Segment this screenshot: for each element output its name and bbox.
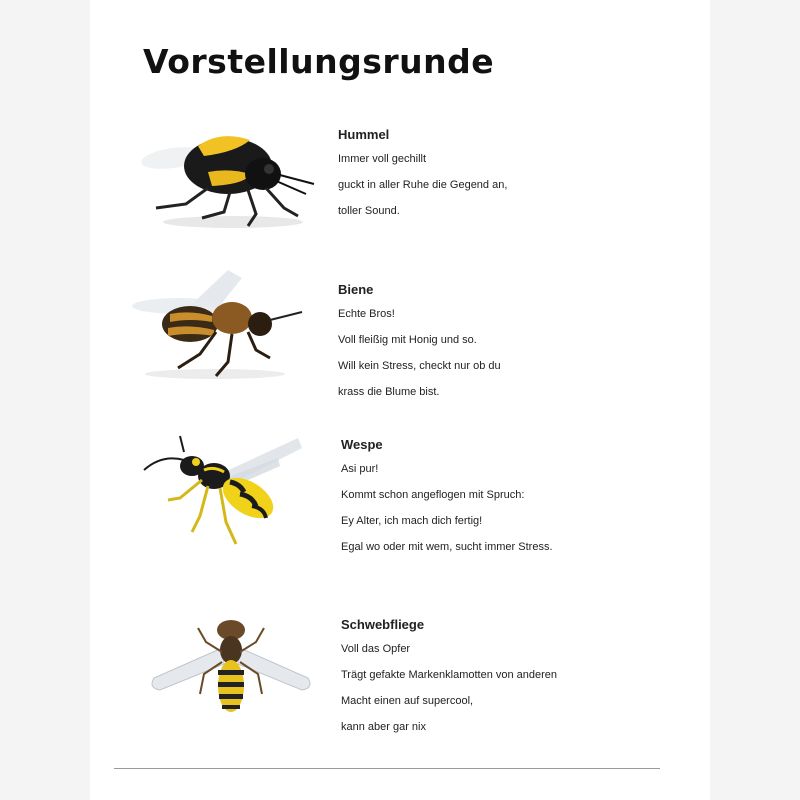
entry-hummel bbox=[338, 127, 507, 231]
entry-biene bbox=[338, 282, 501, 412]
entry-line: Ey Alter, ich mach dich fertig! bbox=[341, 515, 483, 527]
entry-line: toller Sound. bbox=[338, 205, 400, 217]
entry-line: Echte Bros! bbox=[338, 308, 395, 320]
entry-line: kann aber gar nix bbox=[341, 721, 426, 733]
honeybee-image bbox=[120, 258, 310, 383]
hoverfly-image bbox=[146, 612, 316, 722]
entry-title: Hummel bbox=[338, 127, 390, 142]
entry-title: Wespe bbox=[341, 437, 383, 452]
entry-wespe bbox=[341, 437, 553, 567]
entry-line: Kommt schon angeflogen mit Spruch: bbox=[341, 489, 525, 501]
entry-line: guckt in aller Ruhe die Gegend an, bbox=[338, 179, 508, 191]
entry-title: Schwebfliege bbox=[341, 617, 425, 632]
entry-line: Voll das Opfer bbox=[341, 643, 411, 655]
entry-schwebfliege bbox=[341, 617, 557, 747]
entry-line: Egal wo oder mit wem, sucht immer Stress. bbox=[341, 541, 553, 553]
entry-line: krass die Blume bist. bbox=[338, 386, 440, 398]
entry-line: Trägt gefakte Markenklamotten von anderen bbox=[341, 669, 558, 681]
entry-line: Immer voll gechillt bbox=[338, 153, 427, 165]
divider bbox=[114, 768, 660, 769]
entry-line: Macht einen auf supercool, bbox=[341, 695, 474, 707]
wasp-image bbox=[140, 432, 310, 552]
entry-title: Biene bbox=[338, 282, 374, 297]
entry-line: Will kein Stress, checkt nur ob du bbox=[338, 360, 501, 372]
page-title: Vorstellungsrunde bbox=[143, 42, 495, 81]
entry-line: Asi pur! bbox=[341, 463, 379, 475]
bumblebee-image bbox=[138, 122, 323, 232]
entry-line: Voll fleißig mit Honig und so. bbox=[338, 334, 477, 346]
